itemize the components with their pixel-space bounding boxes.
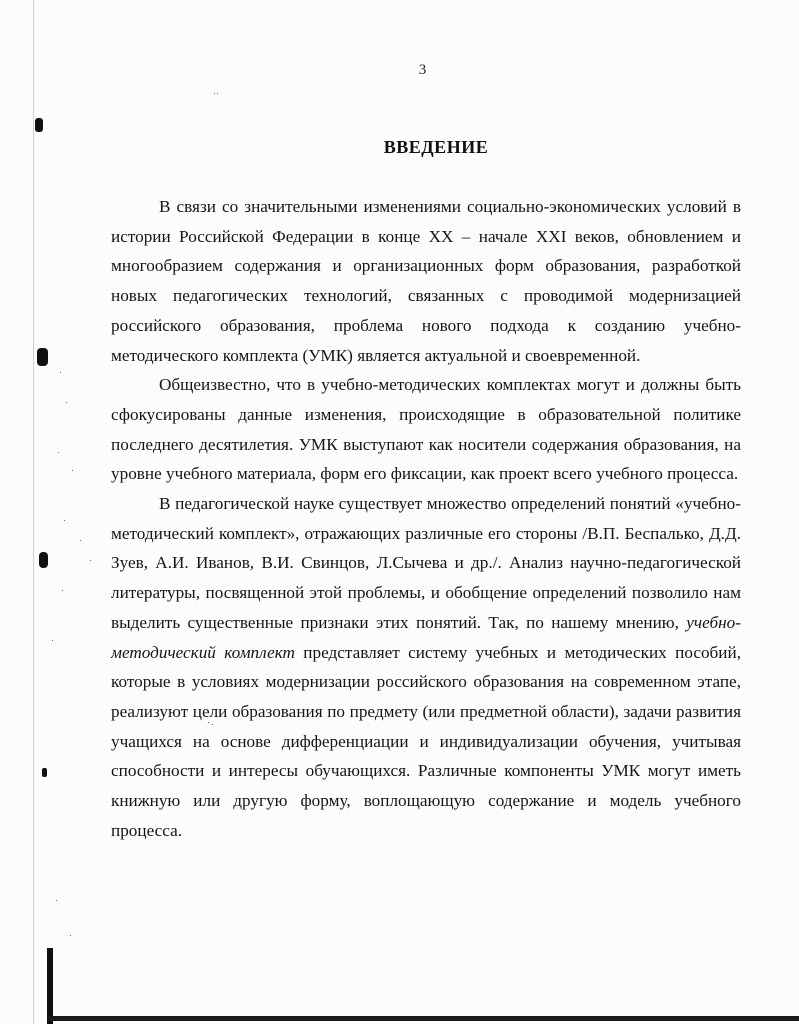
scan-mark-5: [47, 948, 53, 1024]
scan-speck: [90, 560, 91, 561]
scan-speck: [70, 935, 71, 936]
scan-speck: [52, 640, 53, 641]
paragraph-3: [111, 489, 741, 845]
scan-speck: [72, 470, 73, 471]
scan-speck: [62, 590, 63, 591]
scan-speck: [214, 93, 215, 94]
scan-bottom-edge: [48, 1016, 799, 1021]
page-number: 3: [418, 62, 427, 78]
body-text: [111, 192, 741, 845]
paragraph-2: Общеизвестно, что в учебно-методических комплектах могут и должны быть сфокусированы данные изменения, происходящие в образовательной политике последнего десятилетия. УМК выступают как носители содержания образования, на уровне учебного материала, форм его фиксации, как проект всего учебного процесса.: [111, 375, 741, 484]
scan-speck: [66, 402, 67, 403]
scan-speck: [60, 372, 61, 373]
scan-mark-4: [42, 768, 47, 777]
scan-speck: [212, 724, 213, 725]
scan-speck: [80, 540, 81, 541]
page-title: ВВЕДЕНИЕ: [383, 137, 489, 157]
paragraph-3-emphasis: учебно-методический комплект: [111, 612, 741, 662]
scan-speck: [64, 520, 65, 521]
scan-speck: [208, 722, 209, 723]
paragraph-3-end: представляет систему учебных и методических пособий, которые в условиях модернизации российского образования на современном этапе, реализуют цели образования по предмету (или предметной области), задачи развития учащихся на основе дифференциации и индивидуализации обучения, учитывая способности и интересы обучающихся. Различные компоненты УМК могут иметь книжную или другую форму, воплощающую содержание и модель учебного процесса.: [111, 642, 741, 840]
scan-mark-2: [37, 348, 48, 366]
scan-mark-1: [35, 118, 43, 132]
paragraph-1: В связи со значительными изменениями социально-экономических условий в истории Российской Федерации в конце XX – начале XXI веков, обновлением и многообразием содержания и организационных форм образования, разработкой новых педагогических технологий, связанных с проводимой модернизацией российского образования, проблема нового подхода к созданию учебно-методического комплекта (УМК) является актуальной и своевременной.: [111, 197, 741, 365]
scan-speck: [217, 93, 218, 94]
scan-speck: [58, 452, 59, 453]
scan-speck: [56, 900, 57, 901]
paragraph-3-start: В педагогической науке существует множество определений понятий «учебно-методический комплект», отражающих различные его стороны /В.П. Беспалько, Д.Д. Зуев, А.И. Иванов, В.И. Свинцов, Л.Сычева и др./. Анализ научно-педагогической литературы, посвященной этой проблемы, и обобщение определений позволило нам выделить существенные признаки этих понятий. Так, по нашему мнению,: [111, 494, 741, 632]
scan-mark-3: [39, 552, 48, 568]
